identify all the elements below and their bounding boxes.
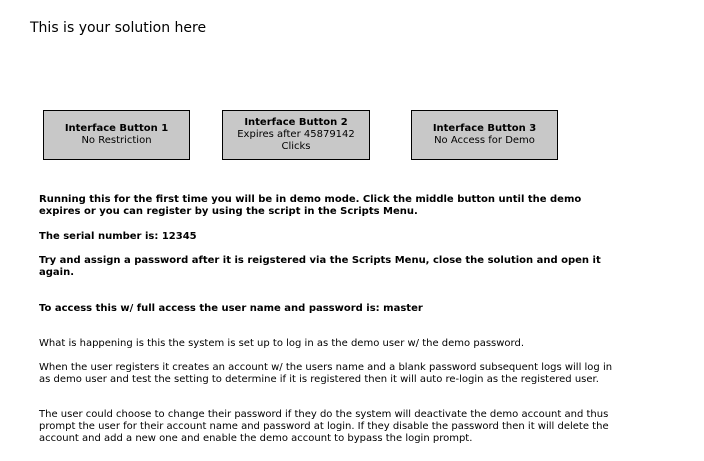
password-instructions: Try and assign a password after it is reigstered via the Scripts Menu, close the solution and open it again. [39, 255, 601, 278]
password-change-explanation: The user could choose to change their password if they do the system will deactivate the demo account and thus prompt the user for their account name and password at login. If they disable the password then it will delete the account and add a new one and enable the demo account to bypass the login prompt. [39, 409, 609, 444]
interface-button-3[interactable] [411, 110, 558, 160]
interface-button-3-subtitle: No Access for Demo [434, 135, 535, 146]
interface-button-3-title: Interface Button 3 [432, 123, 537, 134]
interface-button-1-title: Interface Button 1 [64, 123, 169, 134]
page-title: This is your solution here [30, 20, 207, 36]
explanation-text: What is happening is this the system is set up to log in as the demo user w/ the demo password. [39, 338, 524, 349]
serial-number-text: The serial number is: 12345 [39, 231, 197, 242]
interface-button-2-subtitle: Expires after 45879142 Clicks [237, 129, 355, 152]
interface-button-2[interactable] [222, 110, 370, 160]
interface-button-2-title: Interface Button 2 [244, 117, 348, 128]
first-time-instructions: Running this for the first time you will be in demo mode. Click the middle button until the demo expires or you can register by using the script in the Scripts Menu. [39, 194, 582, 217]
full-access-text: To access this w/ full access the user name and password is: master [39, 303, 423, 314]
interface-button-1-subtitle: No Restriction [81, 135, 152, 146]
interface-button-1[interactable] [43, 110, 190, 160]
registration-explanation: When the user registers it creates an account w/ the users name and a blank password subsequent logs will log in as demo user and test the setting to determine if it is registered then it will auto re-login as the registered user. [39, 362, 613, 385]
